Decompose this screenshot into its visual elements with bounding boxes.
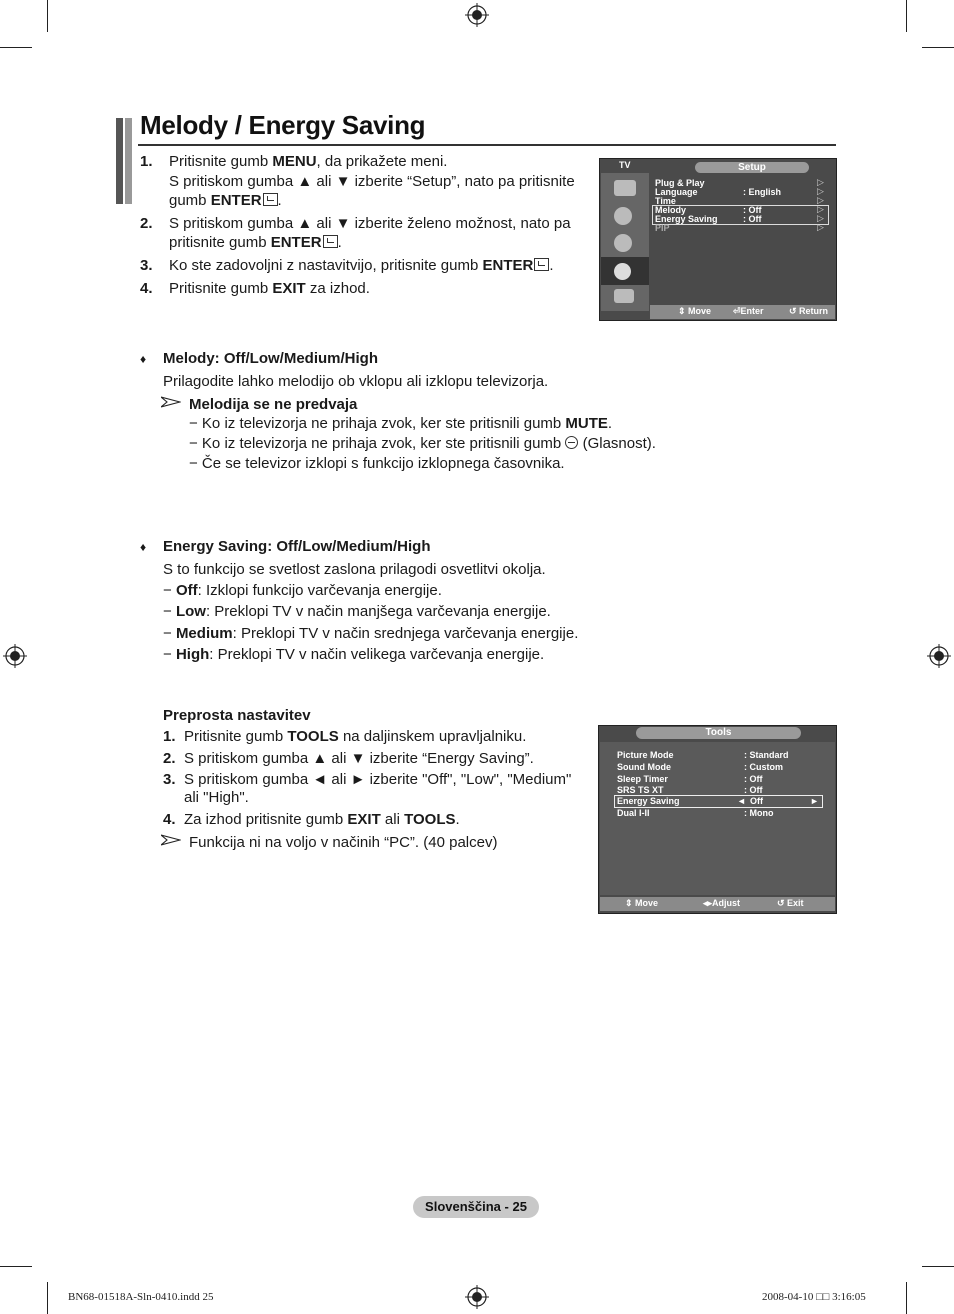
- osd-item-label: Dual I-II: [617, 808, 650, 818]
- title-accent-bar: [116, 118, 123, 204]
- energy-option: − Low: Preklopi TV v način manjšega varčevanja energije.: [163, 603, 551, 620]
- osd-item-value: : Off: [744, 785, 763, 795]
- step-number: 2.: [163, 750, 176, 767]
- osd-footer-move: ⇕ Move: [678, 306, 712, 316]
- bullet-icon: ♦: [140, 352, 147, 366]
- step-text: Pritisnite gumb TOOLS na daljinskem upravljalniku.: [184, 728, 527, 745]
- step-text: S pritiskom gumba ▲ ali ▼ izberite “Energy Saving”.: [184, 750, 534, 767]
- arrow-right-icon: ▷: [817, 186, 824, 196]
- osd-item-label: Picture Mode: [617, 750, 674, 760]
- melody-note-line: − Če se televizor izklopi s funkcijo izklopnega časovnika.: [189, 455, 565, 472]
- melody-note-title: Melodija se ne predvaja: [189, 396, 358, 413]
- enter-icon: [534, 258, 549, 271]
- melody-note-line: − Ko iz televizorja ne prihaja zvok, ker ste pritisnili gumb (Glasnost).: [189, 435, 656, 452]
- arrow-right-icon: ►: [810, 796, 819, 806]
- enter-icon: [263, 193, 278, 206]
- osd-item-label: Sleep Timer: [617, 774, 668, 784]
- title-rule: [138, 144, 836, 146]
- crop-mark: [0, 47, 32, 48]
- osd-item-value: : Custom: [744, 762, 783, 772]
- note-arrow-icon: [161, 396, 181, 408]
- step-number: 4.: [140, 280, 153, 297]
- osd-tab-setup: Setup: [695, 162, 809, 173]
- title-accent-bar: [125, 118, 132, 204]
- note-arrow-icon: [161, 834, 181, 846]
- arrow-right-icon: ▷: [817, 177, 824, 187]
- osd-item-value: : Off: [743, 214, 762, 224]
- step-text: Pritisnite gumb MENU, da prikažete meni.: [169, 153, 448, 170]
- page-title: Melody / Energy Saving: [140, 110, 426, 140]
- picture-menu-icon: [614, 180, 636, 196]
- osd-footer-move: ⇕ Move: [625, 898, 659, 908]
- step-text: S pritiskom gumba ▲ ali ▼ izberite želeno možnost, nato pa: [169, 215, 571, 232]
- crop-mark: [906, 0, 907, 32]
- step-number: 3.: [163, 771, 176, 788]
- page-number-badge: Slovenščina - 25: [413, 1196, 539, 1218]
- volume-minus-icon: [565, 436, 578, 449]
- setup-osd-screen: [599, 158, 837, 321]
- osd-item-value: : Mono: [744, 808, 774, 818]
- osd-footer-return: ↺ Return: [789, 306, 829, 316]
- osd-tab-tools: Tools: [636, 727, 801, 739]
- step-text: S pritiskom gumba ◄ ali ► izberite "Off", "Low", "Medium": [184, 771, 572, 788]
- registration-mark-icon: [465, 3, 489, 27]
- crop-mark: [922, 1266, 954, 1267]
- step-number: 3.: [140, 257, 153, 274]
- step-number: 1.: [163, 728, 176, 745]
- osd-item-label: Sound Mode: [617, 762, 671, 772]
- gear-icon: [614, 263, 631, 280]
- registration-mark-icon: [465, 1285, 489, 1309]
- arrow-right-icon: ▷: [817, 213, 824, 223]
- step-text: Pritisnite gumb EXIT za izhod.: [169, 280, 370, 297]
- osd-item-value: : Standard: [744, 750, 789, 760]
- print-file-name: BN68-01518A-Sln-0410.indd 25: [68, 1291, 214, 1303]
- osd-tv-label: TV: [619, 160, 631, 170]
- osd-item-label: SRS TS XT: [617, 785, 664, 795]
- enter-icon: [323, 235, 338, 248]
- energy-option: − High: Preklopi TV v način velikega varčevanja energije.: [163, 646, 545, 663]
- crop-mark: [47, 1282, 48, 1314]
- osd-footer-adjust: ◂▸Adjust: [703, 898, 741, 908]
- osd-item-value: : English: [743, 187, 781, 197]
- easy-setting-heading: Preprosta nastavitev: [163, 707, 311, 724]
- energy-option: − Medium: Preklopi TV v način srednjega varčevanja energije.: [163, 625, 579, 642]
- tools-osd-screen: [598, 725, 837, 914]
- osd-item-label: Melody: [655, 205, 687, 215]
- osd-item-label: Energy Saving: [617, 796, 680, 806]
- registration-mark-icon: [3, 644, 27, 668]
- input-menu-icon: [614, 289, 634, 303]
- crop-mark: [47, 0, 48, 32]
- step-text: Ko ste zadovoljni z nastavitvijo, pritisnite gumb ENTER .: [169, 257, 554, 274]
- osd-item-label: Plug & Play: [655, 178, 705, 188]
- crop-mark: [906, 1282, 907, 1314]
- step-number: 2.: [140, 215, 153, 232]
- step-text: S pritiskom gumba ▲ ali ▼ izberite “Setup”, nato pa pritisnite: [169, 173, 575, 190]
- step-number: 1.: [140, 153, 153, 170]
- print-timestamp: 2008-04-10 □□ 3:16:05: [762, 1291, 866, 1303]
- bullet-icon: ♦: [140, 540, 147, 554]
- easy-note: Funkcija ni na voljo v načinih “PC”. (40 palcev): [189, 834, 498, 851]
- arrow-right-icon: ▷: [817, 204, 824, 214]
- step-text: pritisnite gumb ENTER .: [169, 234, 342, 251]
- energy-heading: Energy Saving: Off/Low/Medium/High: [163, 538, 431, 555]
- arrow-right-icon: ▷: [817, 195, 824, 205]
- osd-item-label: Language: [655, 187, 698, 197]
- osd-footer-enter: ⏎Enter: [733, 306, 764, 316]
- osd-item-label: Time: [655, 196, 676, 206]
- step-number: 4.: [163, 811, 176, 828]
- osd-item-value: : Off: [744, 774, 763, 784]
- melody-note-line: − Ko iz televizorja ne prihaja zvok, ker ste pritisnili gumb MUTE.: [189, 415, 613, 432]
- crop-mark: [922, 47, 954, 48]
- registration-mark-icon: [927, 644, 951, 668]
- channel-menu-icon: [614, 234, 632, 252]
- energy-option: − Off: Izklopi funkcijo varčevanja energije.: [163, 582, 442, 599]
- arrow-left-icon: ◄: [737, 796, 746, 806]
- osd-item-label: Energy Saving: [655, 214, 718, 224]
- sound-menu-icon: [614, 207, 632, 225]
- step-text: gumb ENTER .: [169, 192, 282, 209]
- melody-description: Prilagodite lahko melodijo ob vklopu ali izklopu televizorja.: [163, 373, 549, 390]
- melody-heading: Melody: Off/Low/Medium/High: [163, 350, 378, 367]
- osd-item-value: Off: [750, 796, 763, 806]
- energy-description: S to funkcijo se svetlost zaslona prilagodi osvetlitvi okolja.: [163, 561, 546, 578]
- step-text: ali "High".: [184, 789, 249, 806]
- crop-mark: [0, 1266, 32, 1267]
- step-text: Za izhod pritisnite gumb EXIT ali TOOLS.: [184, 811, 460, 828]
- osd-footer-exit: ↺ Exit: [777, 898, 804, 908]
- arrow-right-icon: ▷: [817, 222, 824, 232]
- osd-item-label: PIP: [655, 223, 670, 233]
- osd-item-value: : Off: [743, 205, 762, 215]
